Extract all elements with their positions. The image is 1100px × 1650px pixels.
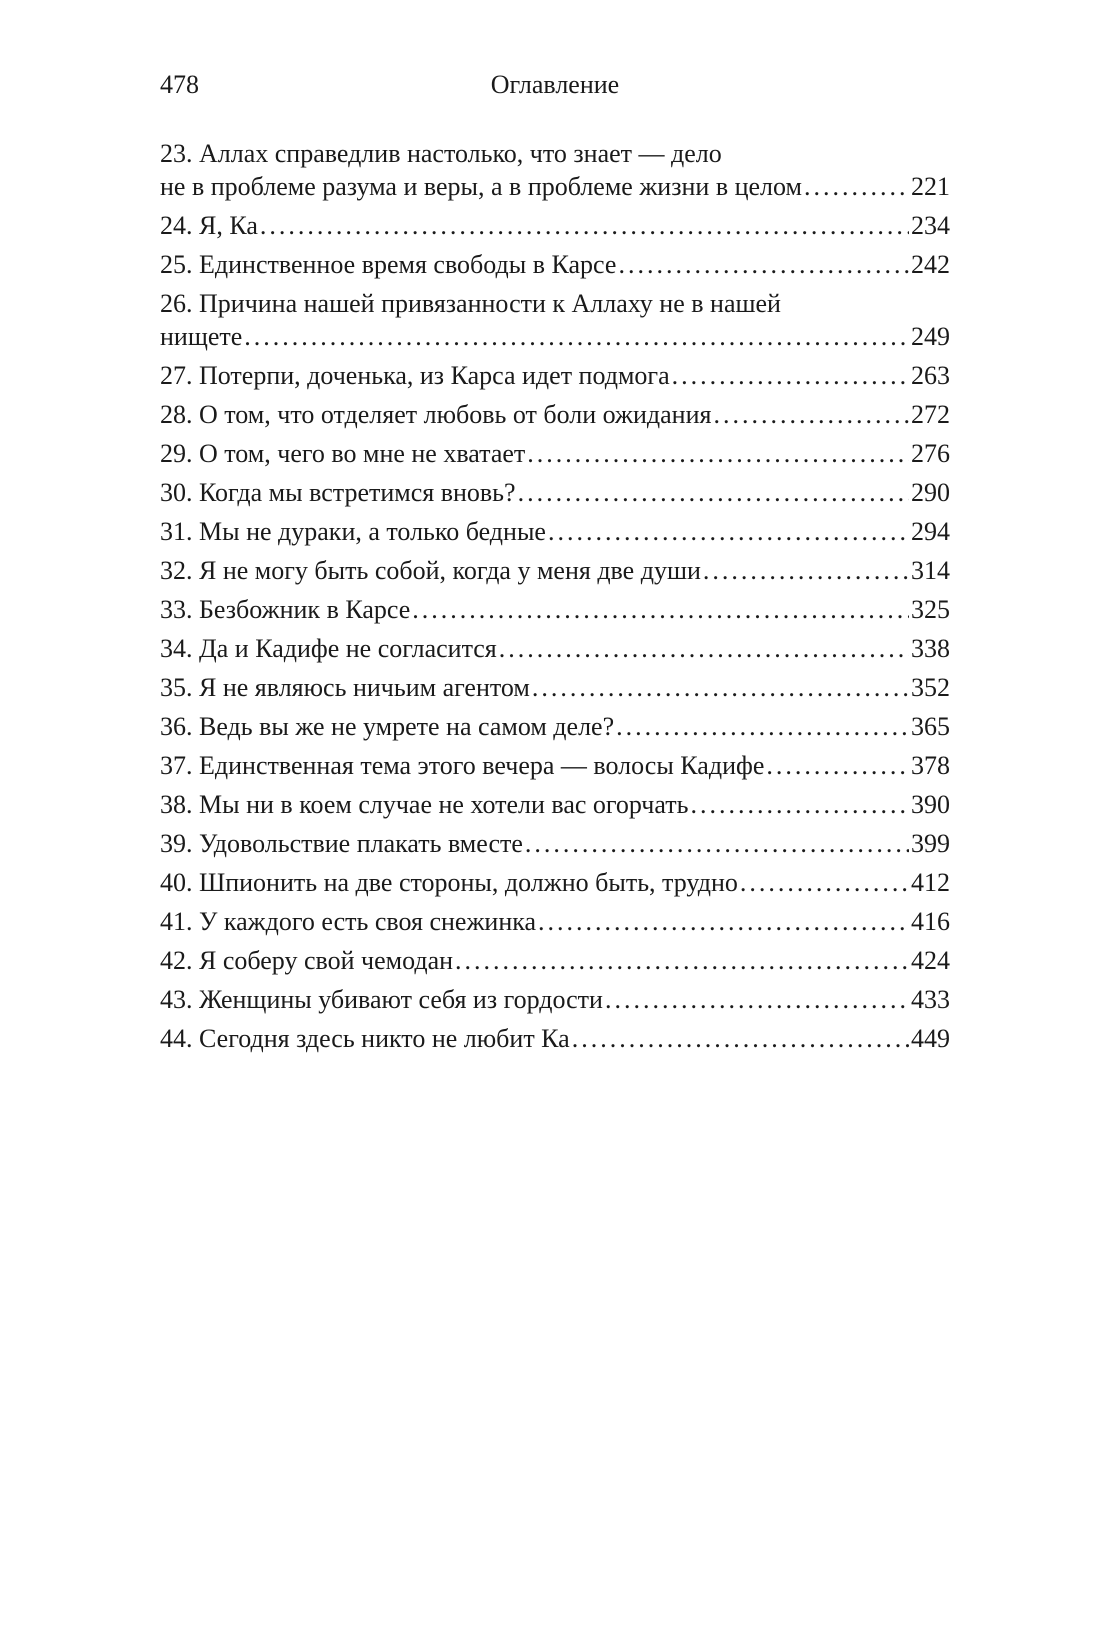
toc-entry-title-line: 26. Причина нашей привязанности к Аллаху не в нашей: [160, 289, 781, 318]
toc-entry-line: [160, 710, 950, 743]
toc-page-number: 449: [911, 1024, 950, 1053]
dot-leader: [518, 476, 909, 509]
toc-entry-line: [160, 554, 950, 587]
toc-page-number: 433: [911, 985, 950, 1014]
dot-leader: [499, 632, 909, 665]
table-of-contents: [160, 137, 950, 1061]
toc-entry-title: 40. Шпионить на две стороны, должно быть, трудно: [160, 868, 738, 897]
toc-page-number: 242: [911, 250, 950, 279]
toc-entry: [160, 788, 950, 821]
toc-entry-title: 28. О том, что отделяет любовь от боли ожидания: [160, 400, 712, 429]
toc-entry: [160, 209, 950, 242]
toc-entry-line: [160, 359, 950, 392]
toc-entry-title: 41. У каждого есть своя снежинка: [160, 907, 537, 936]
toc-entry-line: [160, 515, 950, 548]
dot-leader: [672, 359, 909, 392]
toc-page-number: 221: [911, 172, 950, 201]
toc-entry: [160, 554, 950, 587]
toc-entry: [160, 593, 950, 626]
toc-page-number: 249: [911, 322, 950, 351]
dot-leader: [703, 554, 909, 587]
toc-entry: [160, 437, 950, 470]
toc-page-number: 263: [911, 361, 950, 390]
toc-page-number: 412: [911, 868, 950, 897]
dot-leader: [766, 749, 909, 782]
toc-entry-title: 39. Удовольствие плакать вместе: [160, 829, 523, 858]
toc-entry: [160, 137, 950, 203]
toc-entry-line: [160, 437, 950, 470]
dot-leader: [260, 209, 909, 242]
toc-entry-title: 44. Сегодня здесь никто не любит Ка: [160, 1024, 570, 1053]
toc-entry-line: [160, 827, 950, 860]
toc-entry-line: [160, 320, 950, 353]
toc-entry-line: [160, 632, 950, 665]
toc-entry-title: 42. Я соберу свой чемодан: [160, 946, 454, 975]
toc-entry-line: [160, 983, 950, 1016]
running-title: Оглавление: [490, 70, 620, 99]
toc-entry-title: 33. Безбожник в Карсе: [160, 595, 411, 624]
toc-page-number: 365: [911, 712, 950, 741]
toc-entry-line: [160, 866, 950, 899]
dot-leader: [527, 437, 909, 470]
toc-entry: [160, 248, 950, 281]
toc-entry-line: [160, 170, 950, 203]
toc-entry-title-line: 23. Аллах справедлив настолько, что знает — дело: [160, 139, 722, 168]
toc-entry-line: [160, 476, 950, 509]
toc-page-number: 378: [911, 751, 950, 780]
toc-entry: [160, 398, 950, 431]
toc-entry-line: [160, 1022, 950, 1055]
toc-entry: [160, 905, 950, 938]
dot-leader: [455, 944, 909, 977]
dot-leader: [713, 398, 909, 431]
toc-page-number: 424: [911, 946, 950, 975]
dot-leader: [740, 866, 909, 899]
toc-entry-title: нищете: [160, 322, 243, 351]
toc-entry-line: [160, 398, 950, 431]
toc-entry-title: 34. Да и Кадифе не согласится: [160, 634, 497, 663]
toc-page-number: 325: [911, 595, 950, 624]
toc-page-number: 234: [911, 211, 950, 240]
toc-entry-title: 43. Женщины убивают себя из гордости: [160, 985, 603, 1014]
dot-leader: [548, 515, 909, 548]
toc-entry: [160, 632, 950, 665]
toc-entry-title: 38. Мы ни в коем случае не хотели вас огорчать: [160, 790, 689, 819]
toc-page-number: 294: [911, 517, 950, 546]
toc-entry-title: 27. Потерпи, доченька, из Карса идет подмога: [160, 361, 670, 390]
toc-entry-title: 36. Ведь вы же не умрете на самом деле?: [160, 712, 615, 741]
toc-page-number: 399: [911, 829, 950, 858]
page-number: 478: [160, 70, 199, 99]
toc-entry-line: [160, 788, 950, 821]
toc-page-number: 416: [911, 907, 950, 936]
toc-entry: [160, 983, 950, 1016]
toc-entry-title: 29. О том, чего во мне не хватает: [160, 439, 526, 468]
dot-leader: [605, 983, 909, 1016]
toc-entry-line: [160, 209, 950, 242]
dot-leader: [804, 170, 909, 203]
toc-entry-title: 37. Единственная тема этого вечера — волосы Кадифе: [160, 751, 765, 780]
toc-entry-title: 30. Когда мы встретимся вновь?: [160, 478, 516, 507]
toc-entry-title: 25. Единственное время свободы в Карсе: [160, 250, 617, 279]
toc-entry-title: 32. Я не могу быть собой, когда у меня две души: [160, 556, 701, 585]
toc-entry: [160, 710, 950, 743]
toc-entry: [160, 749, 950, 782]
toc-entry-line: [160, 248, 950, 281]
toc-page-number: 314: [911, 556, 950, 585]
dot-leader: [525, 827, 909, 860]
dot-leader: [618, 248, 909, 281]
toc-entry: [160, 1022, 950, 1055]
dot-leader: [616, 710, 909, 743]
toc-entry-line: [160, 905, 950, 938]
toc-page-number: 276: [911, 439, 950, 468]
toc-entry-title: 35. Я не являюсь ничьим агентом: [160, 673, 530, 702]
dot-leader: [412, 593, 909, 626]
dot-leader: [244, 320, 909, 353]
dot-leader: [690, 788, 909, 821]
dot-leader: [572, 1022, 909, 1055]
toc-entry: [160, 944, 950, 977]
dot-leader: [538, 905, 909, 938]
toc-entry-title: 24. Я, Ка: [160, 211, 258, 240]
toc-entry: [160, 515, 950, 548]
toc-page-number: 290: [911, 478, 950, 507]
toc-entry-line: [160, 671, 950, 704]
toc-entry: [160, 866, 950, 899]
toc-page-number: 390: [911, 790, 950, 819]
toc-page-number: 352: [911, 673, 950, 702]
toc-entry-title: не в проблеме разума и веры, а в проблеме жизни в целом: [160, 172, 802, 201]
toc-entry-line: [160, 944, 950, 977]
toc-entry: [160, 827, 950, 860]
toc-page-number: 338: [911, 634, 950, 663]
toc-entry-line: [160, 593, 950, 626]
toc-entry: [160, 287, 950, 353]
toc-entry: [160, 671, 950, 704]
toc-entry: [160, 359, 950, 392]
toc-entry-title: 31. Мы не дураки, а только бедные: [160, 517, 546, 546]
toc-entry-line: [160, 749, 950, 782]
toc-entry: [160, 476, 950, 509]
dot-leader: [532, 671, 909, 704]
page-header: [160, 70, 950, 110]
toc-page-number: 272: [911, 400, 950, 429]
